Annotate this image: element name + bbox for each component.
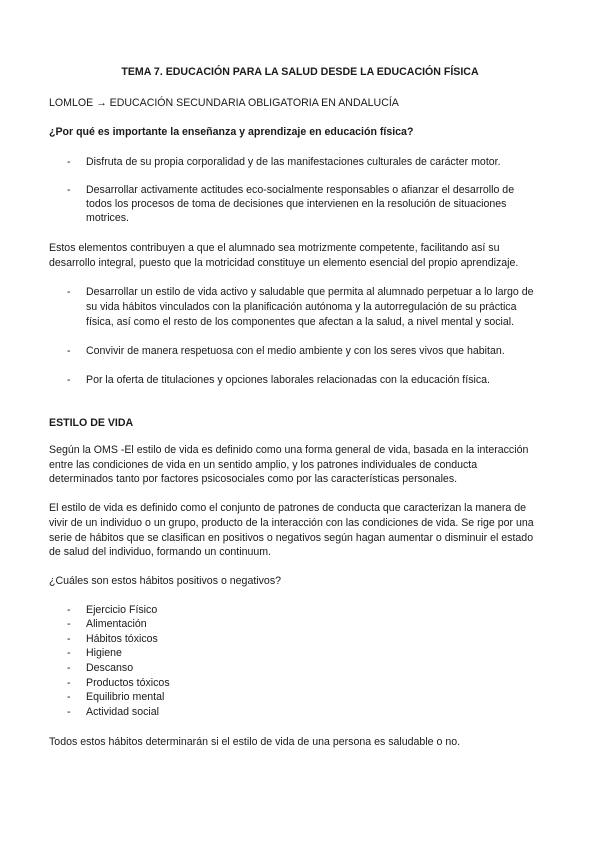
paragraph-line: de salud del individuo, formando un continuum. — [49, 546, 272, 558]
paragraph-line: desarrollo integral, puesto que la motricidad constituye un elemento esencial del propio aprendizaje. — [49, 257, 519, 269]
list-dash: - — [67, 633, 71, 645]
list-dash: - — [67, 677, 71, 689]
list-dash: - — [67, 706, 71, 718]
habit-item: Alimentación — [86, 618, 147, 630]
bullet-dash: - — [67, 184, 71, 196]
bullet-dash: - — [67, 374, 71, 386]
list-dash: - — [67, 691, 71, 703]
bullet-item-line: todos los procesos de toma de decisiones que intervienen en la resolución de situaciones — [86, 198, 507, 210]
paragraph-line: El estilo de vida es definido como el conjunto de patrones de conducta que caracterizan la manera de — [49, 502, 527, 514]
bullet-item-line: su vida hábitos vinculados con la planificación autónoma y la autorregulación de su práctica — [86, 301, 517, 313]
document-title: TEMA 7. EDUCACIÓN PARA LA SALUD DESDE LA EDUCACIÓN FÍSICA — [121, 66, 479, 78]
habit-item: Higiene — [86, 647, 122, 659]
list-dash: - — [67, 662, 71, 674]
conclusion-line: Todos estos hábitos determinarán si el estilo de vida de una persona es saludable o no. — [49, 736, 461, 748]
subtitle: LOMLOE → EDUCACIÓN SECUNDARIA OBLIGATORIA EN ANDALUCÍA — [49, 97, 399, 109]
question-line: ¿Cuáles son estos hábitos positivos o negativos? — [49, 575, 282, 587]
habit-item: Equilibrio mental — [86, 691, 165, 703]
habit-item: Actividad social — [86, 706, 160, 718]
paragraph-line: Estos elementos contribuyen a que el alumnado sea motrizmente competente, facilitando así su — [49, 242, 500, 254]
habit-item: Ejercicio Físico — [86, 604, 158, 616]
bullet-item: Convivir de manera respetuosa con el medio ambiente y con los seres vivos que habitan. — [86, 345, 505, 357]
paragraph-line: Según la OMS -El estilo de vida es definido como una forma general de vida, basada en la interacción — [49, 444, 529, 456]
paragraph-line: vivir de un individuo o un grupo, producto de la interacción con las condiciones de vida. Se rige por una — [49, 517, 534, 529]
bullet-item-line: física, así como el resto de los componentes que afectan a la salud, a nivel mental y social. — [86, 316, 515, 328]
habit-item: Descanso — [86, 662, 134, 674]
habit-item: Hábitos tóxicos — [86, 633, 158, 645]
section-heading: ESTILO DE VIDA — [49, 417, 134, 429]
question-heading: ¿Por qué es importante la enseñanza y aprendizaje en educación física? — [49, 126, 414, 138]
bullet-item: Por la oferta de titulaciones y opciones laborales relacionadas con la educación física. — [86, 374, 490, 386]
list-dash: - — [67, 618, 71, 630]
paragraph-line: entre las condiciones de vida en un sentido amplio, y los patrones individuales de conducta — [49, 459, 478, 471]
bullet-item-line: Desarrollar un estilo de vida activo y saludable que permita al alumnado perpetuar a lo largo de — [86, 286, 534, 298]
list-dash: - — [67, 604, 71, 616]
habit-item: Productos tóxicos — [86, 677, 170, 689]
bullet-item-line: motrices. — [86, 212, 129, 224]
bullet-dash: - — [67, 286, 71, 298]
bullet-dash: - — [67, 156, 71, 168]
bullet-item: Disfruta de su propia corporalidad y de las manifestaciones culturales de carácter motor. — [86, 156, 501, 168]
paragraph-line: serie de hábitos que se clasifican en positivos o negativos según hagan aumentar o disminuir el estado — [49, 532, 534, 544]
bullet-item-line: Desarrollar activamente actitudes eco-socialmente responsables o afianzar el desarrollo de — [86, 184, 515, 196]
bullet-dash: - — [67, 345, 71, 357]
paragraph-line: determinados tanto por factores psicosociales como por las características personales. — [49, 473, 458, 485]
list-dash: - — [67, 647, 71, 659]
